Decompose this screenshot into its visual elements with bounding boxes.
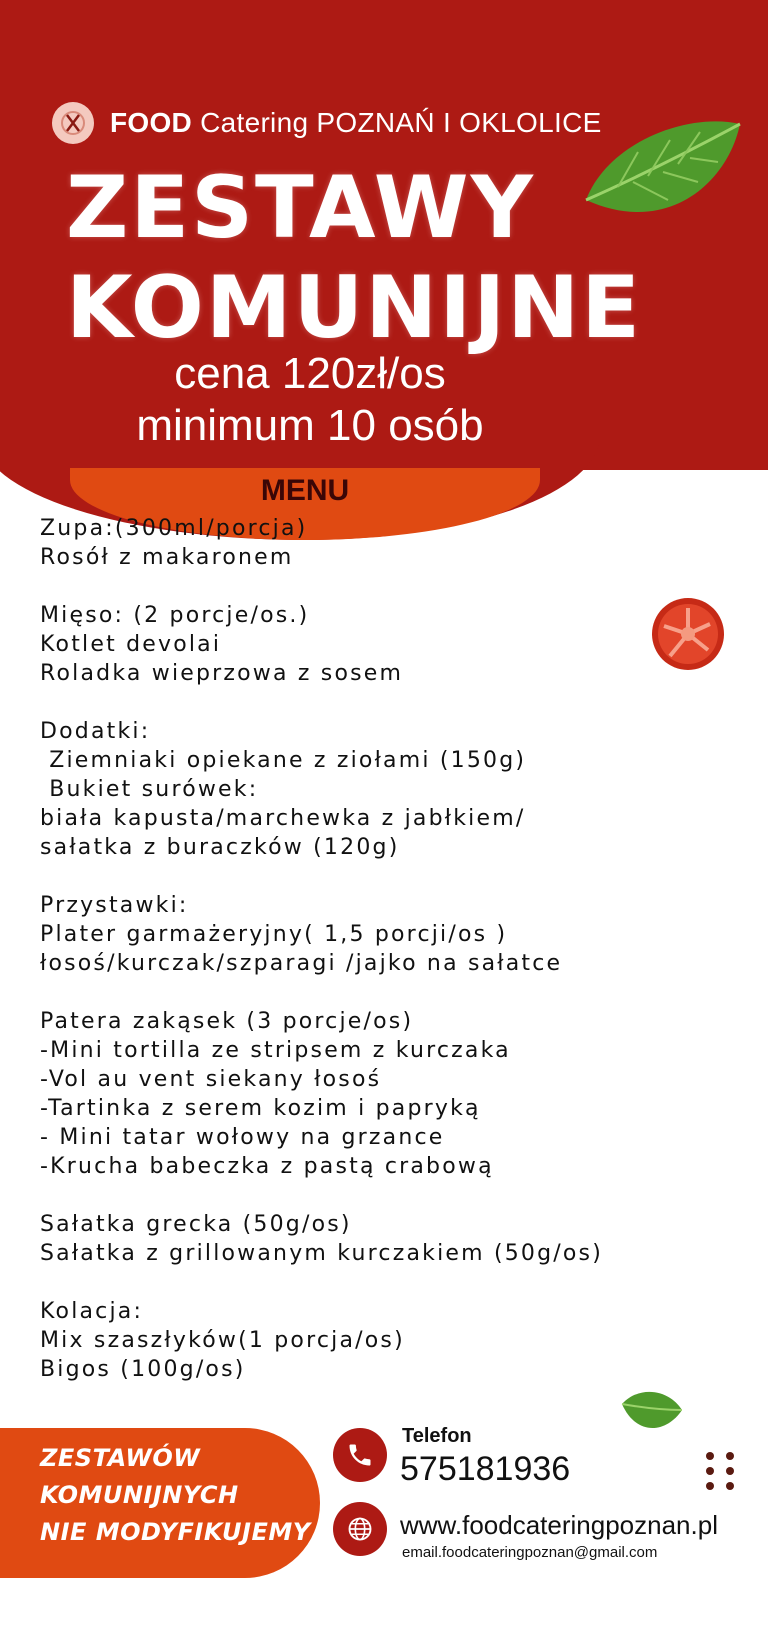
menu-line: Rosół z makaronem xyxy=(40,545,294,570)
price-info xyxy=(0,348,620,452)
menu-heading: MENU xyxy=(260,474,350,507)
menu-gap xyxy=(40,572,730,601)
menu-line: Sałatka z grillowanym kurczakiem (50g/os) xyxy=(40,1241,604,1266)
menu-line: sałatka z buraczków (120g) xyxy=(40,835,400,860)
menu-line: Bigos (100g/os) xyxy=(40,1357,246,1382)
menu-gap xyxy=(40,688,730,717)
menu-line: Plater garmażeryjny( 1,5 porcji/os ) xyxy=(40,922,508,947)
menu-line: Mix szaszłyków(1 porcja/os) xyxy=(40,1328,405,1353)
menu-line: Sałatka grecka (50g/os) xyxy=(40,1212,352,1237)
menu-line: Dodatki: xyxy=(40,719,151,744)
globe-icon[interactable] xyxy=(333,1502,387,1556)
notice-line-2: KOMUNIJNYCH xyxy=(40,1481,239,1509)
title-line-1: ZESTAWY xyxy=(66,158,535,258)
dots-grid-icon xyxy=(706,1452,734,1490)
minimum-line: minimum 10 osób xyxy=(136,401,484,450)
notice-line-3: NIE MODYFIKUJEMY xyxy=(40,1518,311,1546)
menu-line: - Mini tatar wołowy na grzance xyxy=(40,1125,445,1150)
cutlery-logo-icon xyxy=(52,102,94,144)
phone-number[interactable]: 575181936 xyxy=(400,1450,571,1488)
brand-name xyxy=(110,107,602,139)
menu-list xyxy=(40,514,730,1384)
menu-line: Ziemniaki opiekane z ziołami (150g) xyxy=(40,748,527,773)
page-title xyxy=(66,158,642,358)
title-line-2: KOMUNIJNE xyxy=(66,258,642,358)
menu-line: Kolacja: xyxy=(40,1299,144,1324)
price-line: cena 120zł/os xyxy=(174,349,446,398)
menu-line: Roladka wieprzowa z sosem xyxy=(40,661,404,686)
menu-line: Zupa:(300ml/porcja) xyxy=(40,516,308,541)
notice-text xyxy=(40,1440,311,1551)
menu-line: -Mini tortilla ze stripsem z kurczaka xyxy=(40,1038,511,1063)
brand-rest: Catering POZNAŃ I OKLOLICE xyxy=(200,107,602,138)
menu-line: Przystawki: xyxy=(40,893,189,918)
brand-strong: FOOD xyxy=(110,107,193,138)
menu-line: Mięso: (2 porcje/os.) xyxy=(40,603,310,628)
tomato-slice-icon xyxy=(650,596,726,672)
email-link[interactable]: email.foodcateringpoznan@gmail.com xyxy=(402,1544,658,1561)
phone-icon[interactable] xyxy=(333,1428,387,1482)
menu-line: -Krucha babeczka z pastą crabową xyxy=(40,1154,494,1179)
phone-label: Telefon xyxy=(402,1425,472,1447)
website-link[interactable]: www.foodcateringpoznan.pl xyxy=(400,1510,718,1540)
menu-line: Kotlet devolai xyxy=(40,632,222,657)
mint-leaf-small-icon xyxy=(618,1384,686,1440)
menu-line: łosoś/kurczak/szparagi /jajko na sałatce xyxy=(40,951,563,976)
menu-gap xyxy=(40,978,730,1007)
menu-line: biała kapusta/marchewka z jabłkiem/ xyxy=(40,806,526,831)
menu-line: -Tartinka z serem kozim i papryką xyxy=(40,1096,481,1121)
menu-line: Bukiet surówek: xyxy=(40,777,259,802)
menu-line: -Vol au vent siekany łosoś xyxy=(40,1067,382,1092)
mint-leaf-icon xyxy=(578,112,748,242)
menu-gap xyxy=(40,862,730,891)
menu-gap xyxy=(40,1181,730,1210)
brand xyxy=(52,100,602,146)
menu-gap xyxy=(40,1268,730,1297)
menu-line: Patera zakąsek (3 porcje/os) xyxy=(40,1009,414,1034)
notice-line-1: ZESTAWÓW xyxy=(40,1444,201,1472)
